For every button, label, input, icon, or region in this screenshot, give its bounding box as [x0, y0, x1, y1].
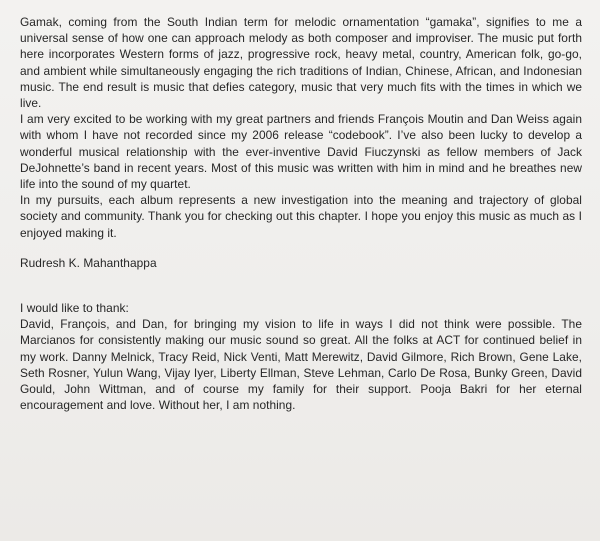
- paragraph-partners: I am very excited to be working with my great partners and friends François Moutin and Dan Weiss again with whom I have not recorded since my 2006 release “codebook”. I’ve also been lucky to develop a wonderful musical relationship with the ever-inventive David Fiuczynski as fellow members of Jack DeJohnette’s band in recent years. Most of this music was written with him in mind and he breathes new life into the sound of my quartet.: [20, 112, 582, 192]
- thanks-body: David, François, and Dan, for bringing my vision to life in ways I did not think were possible. The Marcianos for consistently making our music sound so great. All the folks at ACT for continued belief in my work. Danny Melnick, Tracy Reid, Nick Venti, Matt Merewitz, David Gilmore, Rich Brown, Gene Lake, Seth Rosner, Yulun Wang, Vijay Iyer, Liberty Ellman, Steve Lehman, Carlo De Rosa, Bunky Green, David Gould, John Wittman, and of course my family for their support. Pooja Bakri for her eternal encouragement and love. Without her, I am nothing.: [20, 317, 582, 413]
- paragraph-pursuits: In my pursuits, each album represents a new investigation into the meaning and trajectory of global society and community. Thank you for checking out this chapter. I hope you enjoy this music as much as I enjoyed making it.: [20, 193, 582, 240]
- thanks-heading: I would like to thank:: [20, 301, 129, 316]
- liner-notes-text: [20, 14, 582, 413]
- signature: Rudresh K. Mahanthappa: [20, 255, 157, 270]
- paragraph-gamak: Gamak, coming from the South Indian term for melodic ornamentation “gamaka”, signifies to me a universal sense of how one can approach melody as both composer and improviser. The music put forth here incorporates Western forms of jazz, progressive rock, heavy metal, country, American folk, go-go, and ambient while simultaneously engaging the rich traditions of Indian, Chinese, African, and Indonesian music. The end result is music that defies category, music that very much fits with the times in which we live.: [20, 15, 582, 111]
